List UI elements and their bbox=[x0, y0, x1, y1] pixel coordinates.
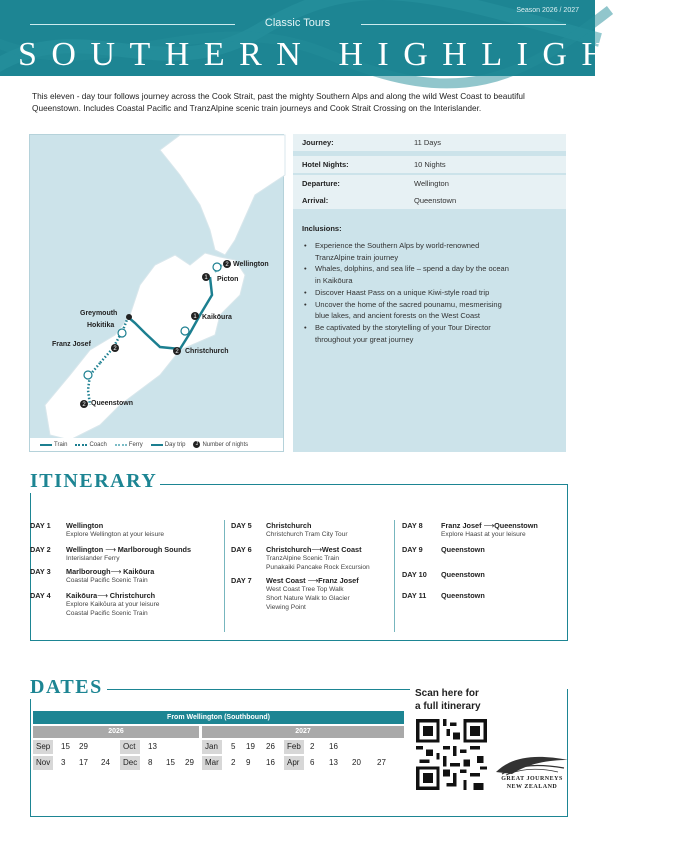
date-cell: 8 bbox=[148, 758, 153, 767]
map-illustration bbox=[30, 135, 285, 453]
inclusion-item: • Experience the Southern Alps by world-renowned TranzAlpine train journey bbox=[302, 240, 557, 263]
dates-row bbox=[33, 756, 203, 770]
legend-train: Train bbox=[40, 442, 67, 448]
date-cell: 29 bbox=[185, 758, 194, 767]
label-kaikoura: Kaikōura bbox=[202, 314, 232, 321]
page-title: SOUTHERN HIGHLIGHTS bbox=[18, 36, 689, 73]
itinerary-column-divider bbox=[224, 520, 225, 632]
coach-line-icon bbox=[75, 444, 87, 446]
date-cell: 26 bbox=[266, 742, 275, 751]
ferry-line-icon bbox=[115, 444, 127, 446]
qr-code-icon[interactable] bbox=[416, 719, 487, 790]
month-label: Mar bbox=[202, 756, 222, 770]
date-cell: 9 bbox=[246, 758, 251, 767]
inclusions-list bbox=[302, 240, 557, 345]
map-legend bbox=[30, 438, 283, 451]
date-cell: 20 bbox=[352, 758, 361, 767]
itinerary-heading: ITINERARY bbox=[27, 470, 160, 493]
date-cell: 29 bbox=[79, 742, 88, 751]
date-cell: 3 bbox=[61, 758, 66, 767]
info-row-journey: Journey: 11 Days bbox=[293, 134, 566, 151]
inclusion-item: • Be captivated by the storytelling of your Tour Director throughout your great journey bbox=[302, 322, 557, 345]
inclusion-item: • Uncover the home of the sacred pounamu, mesmerising blue lakes, and ancient forests on the West Coast bbox=[302, 299, 557, 322]
svg-text:1: 1 bbox=[204, 275, 208, 281]
header-banner bbox=[0, 0, 689, 76]
arrow-right-icon: ⟶ bbox=[105, 545, 116, 554]
dates-row bbox=[33, 740, 203, 754]
legend-ferry: Ferry bbox=[115, 442, 143, 448]
month-label: Oct bbox=[120, 740, 140, 754]
category-label: Classic Tours bbox=[264, 17, 331, 29]
date-cell: 19 bbox=[246, 742, 255, 751]
nights-marker-christchurch bbox=[172, 346, 182, 356]
itinerary-column-divider bbox=[394, 520, 395, 632]
date-cell: 6 bbox=[310, 758, 315, 767]
tour-info-panel bbox=[293, 134, 566, 452]
date-cell: 2 bbox=[231, 758, 236, 767]
inclusion-item: • Discover Haast Pass on a unique Kiwi-style road trip bbox=[302, 287, 557, 299]
train-line-icon bbox=[40, 444, 52, 446]
itinerary-frame-top-right bbox=[158, 484, 568, 485]
label-queenstown: Queenstown bbox=[91, 400, 134, 407]
month-label: Feb bbox=[284, 740, 304, 754]
inclusion-item: • Whales, dolphins, and sea life – spend a day by the ocean in Kaikōura bbox=[302, 263, 557, 286]
arrow-right-icon: ⟶ bbox=[483, 521, 495, 530]
nights-marker-franz-josef bbox=[110, 343, 120, 353]
info-row-departure: Departure: Wellington bbox=[293, 175, 566, 192]
info-row-hotel-nights: Hotel Nights: 10 Nights bbox=[293, 156, 566, 173]
nights-number-icon: 1 bbox=[193, 441, 200, 448]
scan-caption: Scan here for a full itinerary bbox=[415, 688, 481, 712]
label-wellington: Wellington bbox=[233, 261, 269, 268]
date-cell: 5 bbox=[231, 742, 236, 751]
logo-line-2: NEW ZEALAND bbox=[506, 784, 558, 790]
date-cell: 2 bbox=[310, 742, 315, 751]
legend-coach: Coach bbox=[75, 442, 106, 448]
date-cell: 16 bbox=[329, 742, 338, 751]
date-cell: 16 bbox=[266, 758, 275, 767]
dates-heading: DATES bbox=[27, 676, 106, 699]
year-2027: 2027 bbox=[202, 726, 404, 738]
date-cell: 24 bbox=[101, 758, 110, 767]
svg-text:2: 2 bbox=[113, 346, 117, 352]
date-cell: 17 bbox=[79, 758, 88, 767]
label-hokitika: Hokitika bbox=[87, 322, 115, 329]
inclusions-title: Inclusions: bbox=[302, 224, 342, 233]
date-cell: 27 bbox=[377, 758, 386, 767]
month-label: Apr bbox=[284, 756, 304, 770]
arrow-right-icon: ⟶ bbox=[97, 591, 108, 600]
label-picton: Picton bbox=[217, 276, 239, 283]
label-greymouth: Greymouth bbox=[80, 310, 118, 317]
nights-marker-kaikoura bbox=[190, 311, 200, 321]
date-cell: 15 bbox=[166, 758, 175, 767]
day-trip-line-icon bbox=[151, 444, 163, 446]
arrow-right-icon: ⟶ bbox=[307, 576, 319, 585]
nights-marker-queenstown bbox=[79, 399, 89, 409]
label-christchurch: Christchurch bbox=[185, 348, 229, 355]
month-label: Sep bbox=[33, 740, 53, 754]
svg-text:2: 2 bbox=[225, 262, 229, 268]
season-label: Season 2026 / 2027 bbox=[516, 7, 579, 14]
label-franz-josef: Franz Josef bbox=[52, 341, 91, 348]
dates-row bbox=[202, 756, 407, 770]
route-map bbox=[29, 134, 284, 452]
month-label: Dec bbox=[120, 756, 140, 770]
nights-marker-wellington bbox=[222, 259, 232, 269]
svg-text:2: 2 bbox=[175, 349, 179, 355]
legend-nights: 1 Number of nights bbox=[193, 441, 248, 448]
arrow-right-icon: ⟶ bbox=[110, 567, 122, 576]
arrow-right-icon: ⟶ bbox=[311, 545, 322, 554]
date-cell: 15 bbox=[61, 742, 70, 751]
dates-frame-top-right bbox=[107, 689, 410, 690]
dates-row bbox=[202, 740, 407, 754]
month-label: Jan bbox=[202, 740, 222, 754]
legend-day-trip: Day trip bbox=[151, 442, 186, 448]
logo-line-1: GREAT JOURNEYS bbox=[501, 776, 563, 782]
month-label: Nov bbox=[33, 756, 53, 770]
dates-table-title: From Wellington (Southbound) bbox=[33, 711, 404, 724]
svg-text:2: 2 bbox=[82, 402, 86, 408]
date-cell: 13 bbox=[329, 758, 338, 767]
info-row-arrival: Arrival: Queenstown bbox=[293, 192, 566, 209]
intro-text: This eleven - day tour follows journey across the Cook Strait, past the mighty Southern Alps and along the wild West Coast to beautiful Queenstown. Includes Coastal Pacific and TranzAlpine scenic train journeys and Cook Strait Crossing on the Interislander. bbox=[32, 91, 525, 113]
year-2026: 2026 bbox=[33, 726, 199, 738]
date-cell: 13 bbox=[148, 742, 157, 751]
header-rule-right bbox=[361, 24, 566, 25]
svg-text:1: 1 bbox=[193, 314, 197, 320]
nights-marker-picton bbox=[201, 272, 211, 282]
